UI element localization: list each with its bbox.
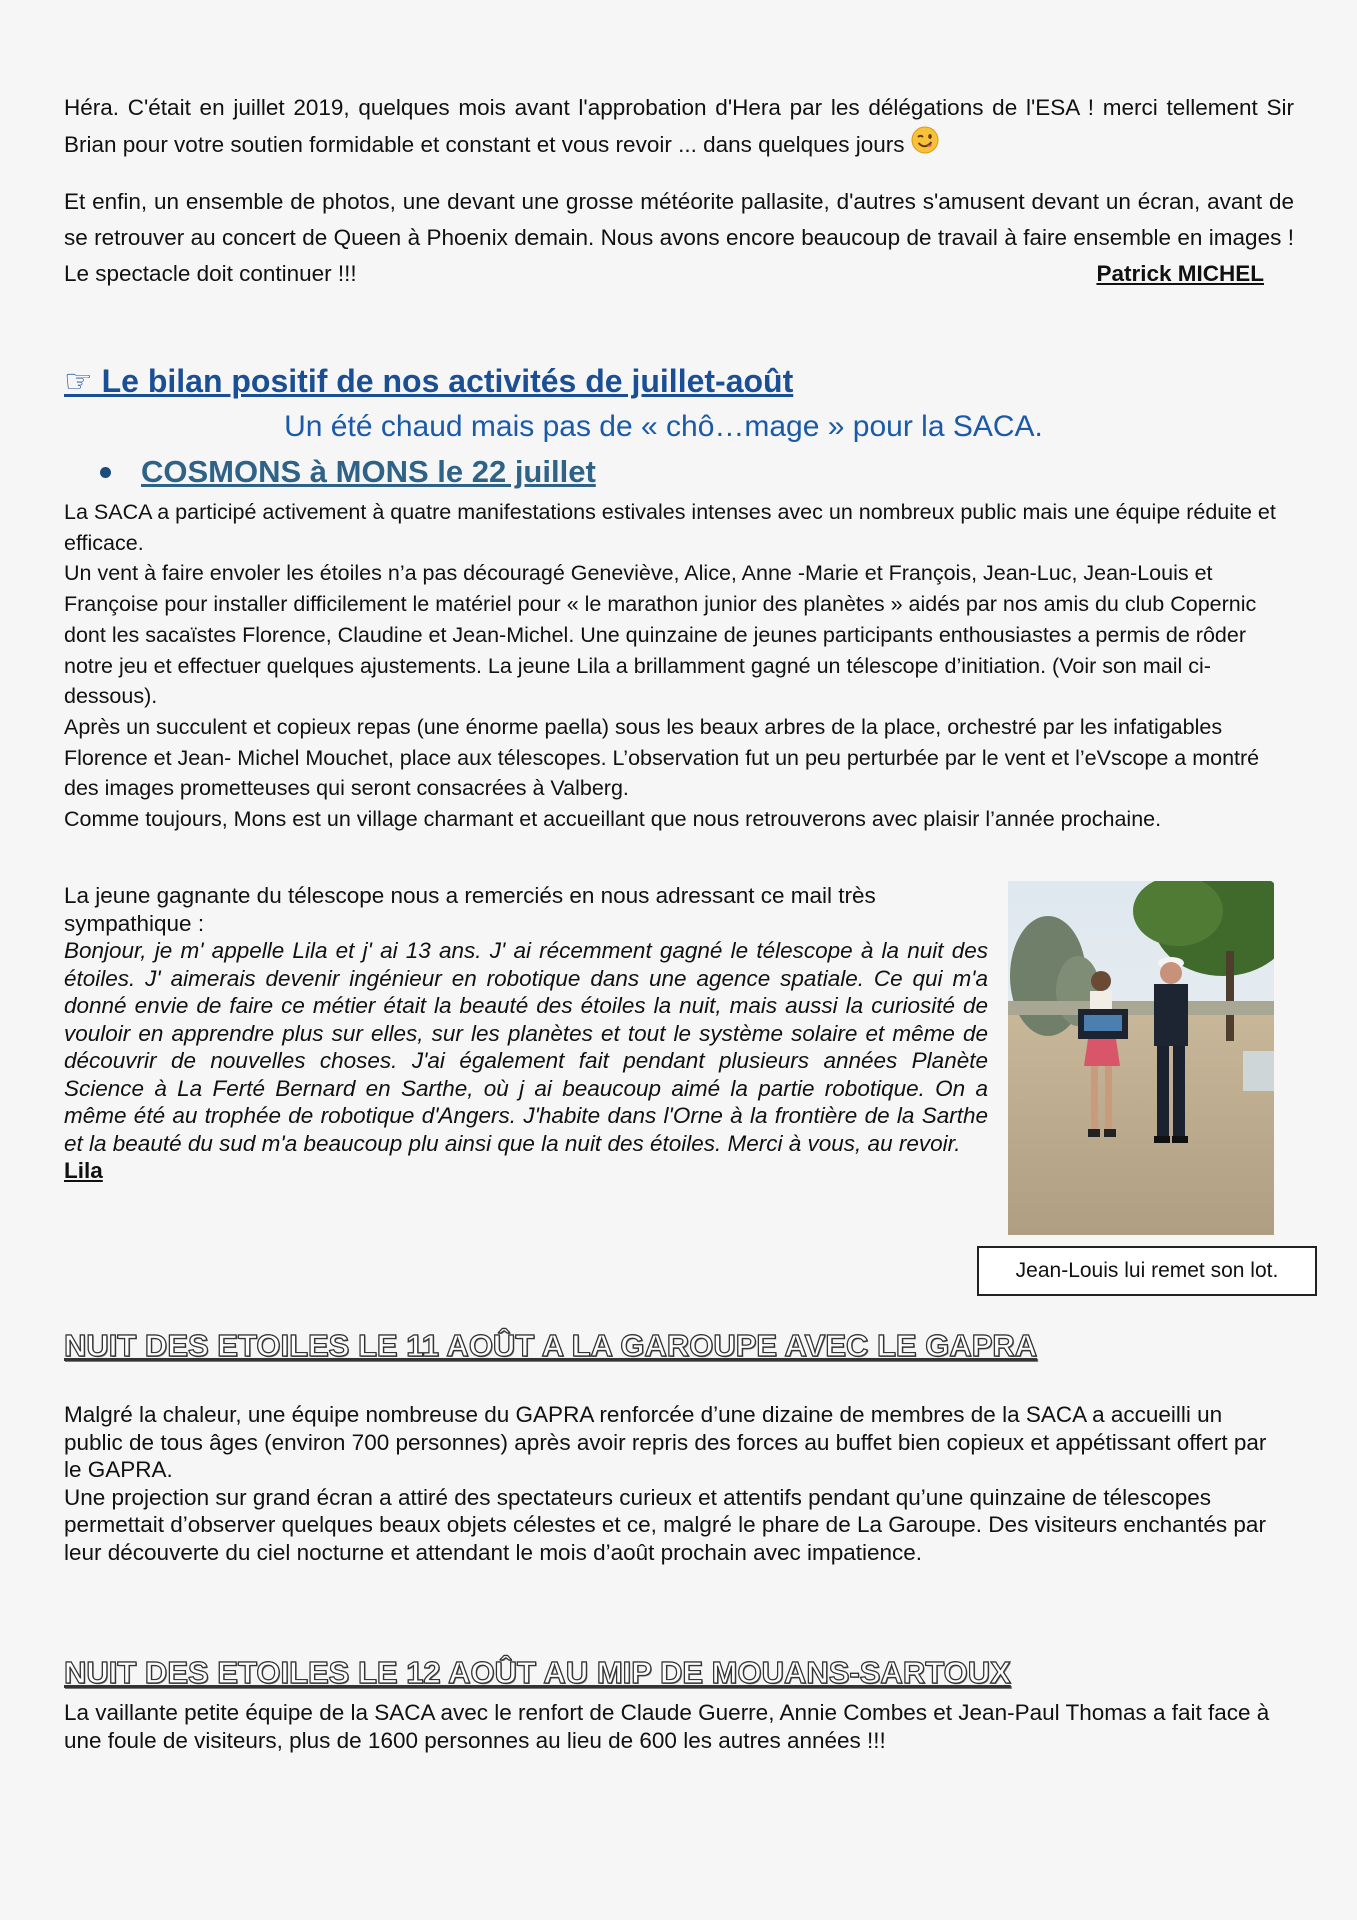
photo-telescope-winner (1008, 881, 1274, 1235)
mouans-text (64, 1699, 1294, 1754)
cosmons-bullet (100, 454, 596, 490)
garoupe-paragraph-1: Malgré la chaleur, une équipe nombreuse du GAPRA renforcée d’une dizaine de membres de la SACA a accueilli un public de tous âges (environ 700 personnes) après avoir repris des forces au buffet bien copieux et appétissant offert par le GAPRA. (64, 1402, 1267, 1482)
cosmons-heading: COSMONS à MONS le 22 juillet (141, 454, 596, 489)
mouans-heading: NUIT DES ETOILES LE 12 AOÛT AU MIP DE MOUANS-SARTOUX (64, 1655, 1011, 1690)
cosmons-paragraph: La SACA a participé activement à quatre manifestations estivales intenses avec un nombreux public mais une équipe réduite et efficace. (64, 500, 1276, 555)
bilan-subtitle: Un été chaud mais pas de « chô…mage » pour la SACA. (284, 410, 1043, 443)
winking-face-icon (911, 126, 939, 154)
bullet-icon (100, 467, 111, 478)
lila-signature: Lila (64, 1158, 103, 1183)
garoupe-text (64, 1401, 1274, 1566)
spacer (64, 163, 1294, 184)
garoupe-heading: NUIT DES ETOILES LE 11 AOÛT A LA GAROUPE AVEC LE GAPRA (64, 1328, 1038, 1363)
bilan-heading: ☞ Le bilan positif de nos activités de juillet-août (64, 363, 794, 399)
intro-paragraph-1: Héra. C'était en juillet 2019, quelques mois avant l'approbation d'Hera par les délégations de l'ESA ! merci tellement Sir Brian pour votre soutien formidable et constant et vous revoir ... dans quelques jours (64, 95, 1294, 157)
signature-patrick-michel: Patrick MICHEL (1096, 261, 1264, 286)
lila-mail: Bonjour, je m' appelle Lila et j' ai 13 ans. J' ai récemment gagné le télescope à la nuit des étoiles. J' aimerais devenir ingénieur en robotique dans une agence spatiale. Ce qui m'a donné envie de faire ce métier était la beauté des étoiles la nuit, mais aussi la curiosité de vouloir en apprendre plus sur elles, sur les planètes et tout le système solaire et même de découvrir de nouvelles choses. J'ai également fait pendant plusieurs années Planète Science à La Ferté Bernard en Sarthe, où j ai beaucoup aimé la partie robotique. On a même été au trophée de robotique d'Angers. J'habite dans l'Orne à la frontière de la Sarthe et la beauté du sud m'a beaucoup plu ainsi que la nuit des étoiles. Merci à vous, au revoir. (64, 938, 988, 1156)
garoupe-paragraph-2: Une projection sur grand écran a attiré des spectateurs curieux et attentifs pendant qu’une quinzaine de télescopes permettait d’observer quelques beaux objets célestes et ce, malgré le phare de La Garoupe. Des visiteurs enchantés par leur découverte du ciel nocturne et attendant le mois d’août prochain avec impatience. (64, 1484, 1266, 1565)
photo-caption: Jean-Louis lui remet son lot. (977, 1246, 1317, 1296)
cosmons-text (64, 497, 1296, 835)
intro-section (64, 90, 1294, 292)
cosmons-paragraph: Comme toujours, Mons est un village charmant et accueillant que nous retrouverons avec plaisir l’année prochaine. (64, 807, 1162, 832)
mouans-paragraph-1: La vaillante petite équipe de la SACA avec le renfort de Claude Guerre, Annie Combes et Jean-Paul Thomas a fait face à une foule de visiteurs, plus de 1600 personnes au lieu de 600 les autres années !!! (64, 1700, 1270, 1753)
cosmons-paragraph: Après un succulent et copieux repas (une énorme paella) sous les beaux arbres de la place, orchestré par les infatigables Florence et Jean- Michel Mouchet, place aux télescopes. L’observation fut un peu perturbée par le vent et l’eVscope a montré des images prometteuses qui seront consacrées à Valberg. (64, 714, 1260, 801)
intro-paragraph-2: Et enfin, un ensemble de photos, une devant une grosse météorite pallasite, d'autres s'amusent devant un écran, avant de se retrouver au concert de Queen à Phoenix demain. Nous avons encore beaucoup de travail à faire ensemble en images ! Le spectacle doit continuer !!! Patrick MICHEL (64, 184, 1294, 292)
lila-letter (64, 882, 988, 1185)
cosmons-paragraph: Un vent à faire envoler les étoiles n’a pas découragé Geneviève, Alice, Anne -Marie et François, Jean-Luc, Jean-Louis et Françoise pour installer difficilement le matériel pour « le marathon junior des planètes » aidés par nos amis du club Copernic dont les sacaïstes Florence, Claudine et Jean-Michel. Une quinzaine de jeunes participants enthousiastes a permis de rôder notre jeu et effectuer quelques ajustements. La jeune Lila a brillamment gagné un télescope d’initiation. (Voir son mail ci-dessous). (64, 561, 1257, 709)
lila-intro: La jeune gagnante du télescope nous a remerciés en nous adressant ce mail très sympathique : (64, 883, 876, 936)
